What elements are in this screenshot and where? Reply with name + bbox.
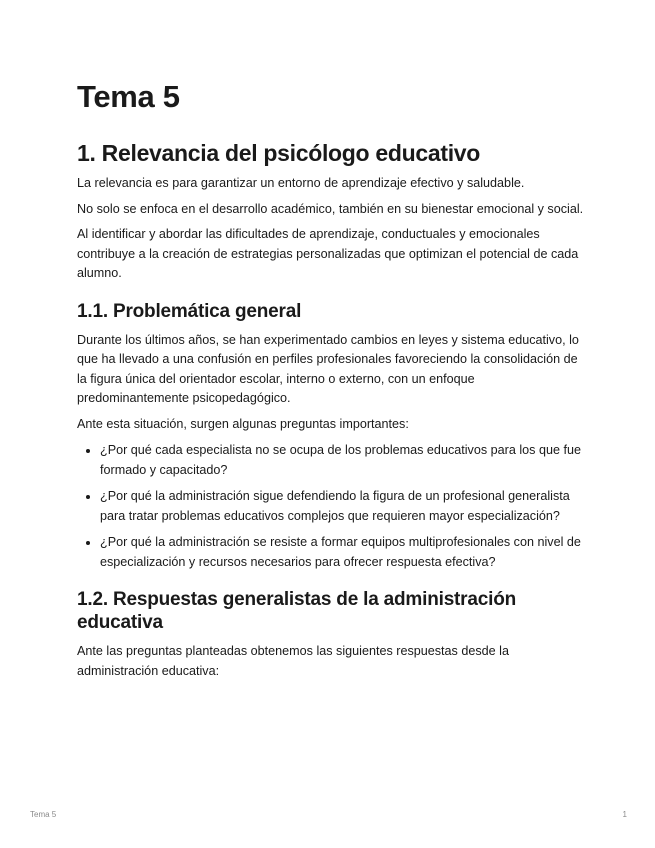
paragraph: Ante esta situación, surgen algunas preguntas importantes: — [77, 416, 409, 431]
footer-doc-title: Tema 5 — [30, 810, 57, 819]
footer-page-number: 1 — [622, 810, 627, 819]
paragraph: Ante las preguntas planteadas obtenemos las siguientes respuestas desde la administración educativa: — [77, 644, 509, 678]
list-item: • ¿Por qué la administración sigue defendiendo la figura de un profesional generalista para tratar problemas educativos complejos que requieren mayor especialización? — [100, 487, 585, 526]
paragraph: Durante los últimos años, se han experimentado cambios en leyes y sistema educativo, lo que ha llevado a una confusión en perfiles profesionales favoreciendo la consolidación de la figura única del orientador escolar, interno o externo, con un enfoque predominantemente psicopedagógico. — [77, 332, 579, 405]
paragraph: La relevancia es para garantizar un entorno de aprendizaje efectivo y saludable. — [77, 176, 525, 190]
paragraph: No solo se enfoca en el desarrollo académico, también en su bienestar emocional y social. — [77, 201, 584, 216]
section-heading-relevancia: 1. Relevancia del psicólogo educativo — [77, 140, 481, 166]
section-heading-problematica: 1.1. Problemática general — [77, 300, 302, 322]
section-heading-respuestas: 1.2. Respuestas generalistas de la administración educativa — [77, 589, 517, 633]
questions-list — [77, 441, 585, 572]
document-page — [77, 78, 585, 681]
list-item: • ¿Por qué la administración se resiste a formar equipos multiprofesionales con nivel de especialización y recursos necesarios para ofrecer respuesta efectiva? — [100, 533, 585, 572]
paragraph: Al identificar y abordar las dificultades de aprendizaje, conductuales y emocionales contribuye a la creación de estrategias personalizadas que optimizan el potencial de cada alumno. — [77, 227, 579, 280]
list-item: • ¿Por qué cada especialista no se ocupa de los problemas educativos para los que fue formado y capacitado? — [100, 441, 585, 480]
document-title: Tema 5 — [77, 79, 180, 114]
